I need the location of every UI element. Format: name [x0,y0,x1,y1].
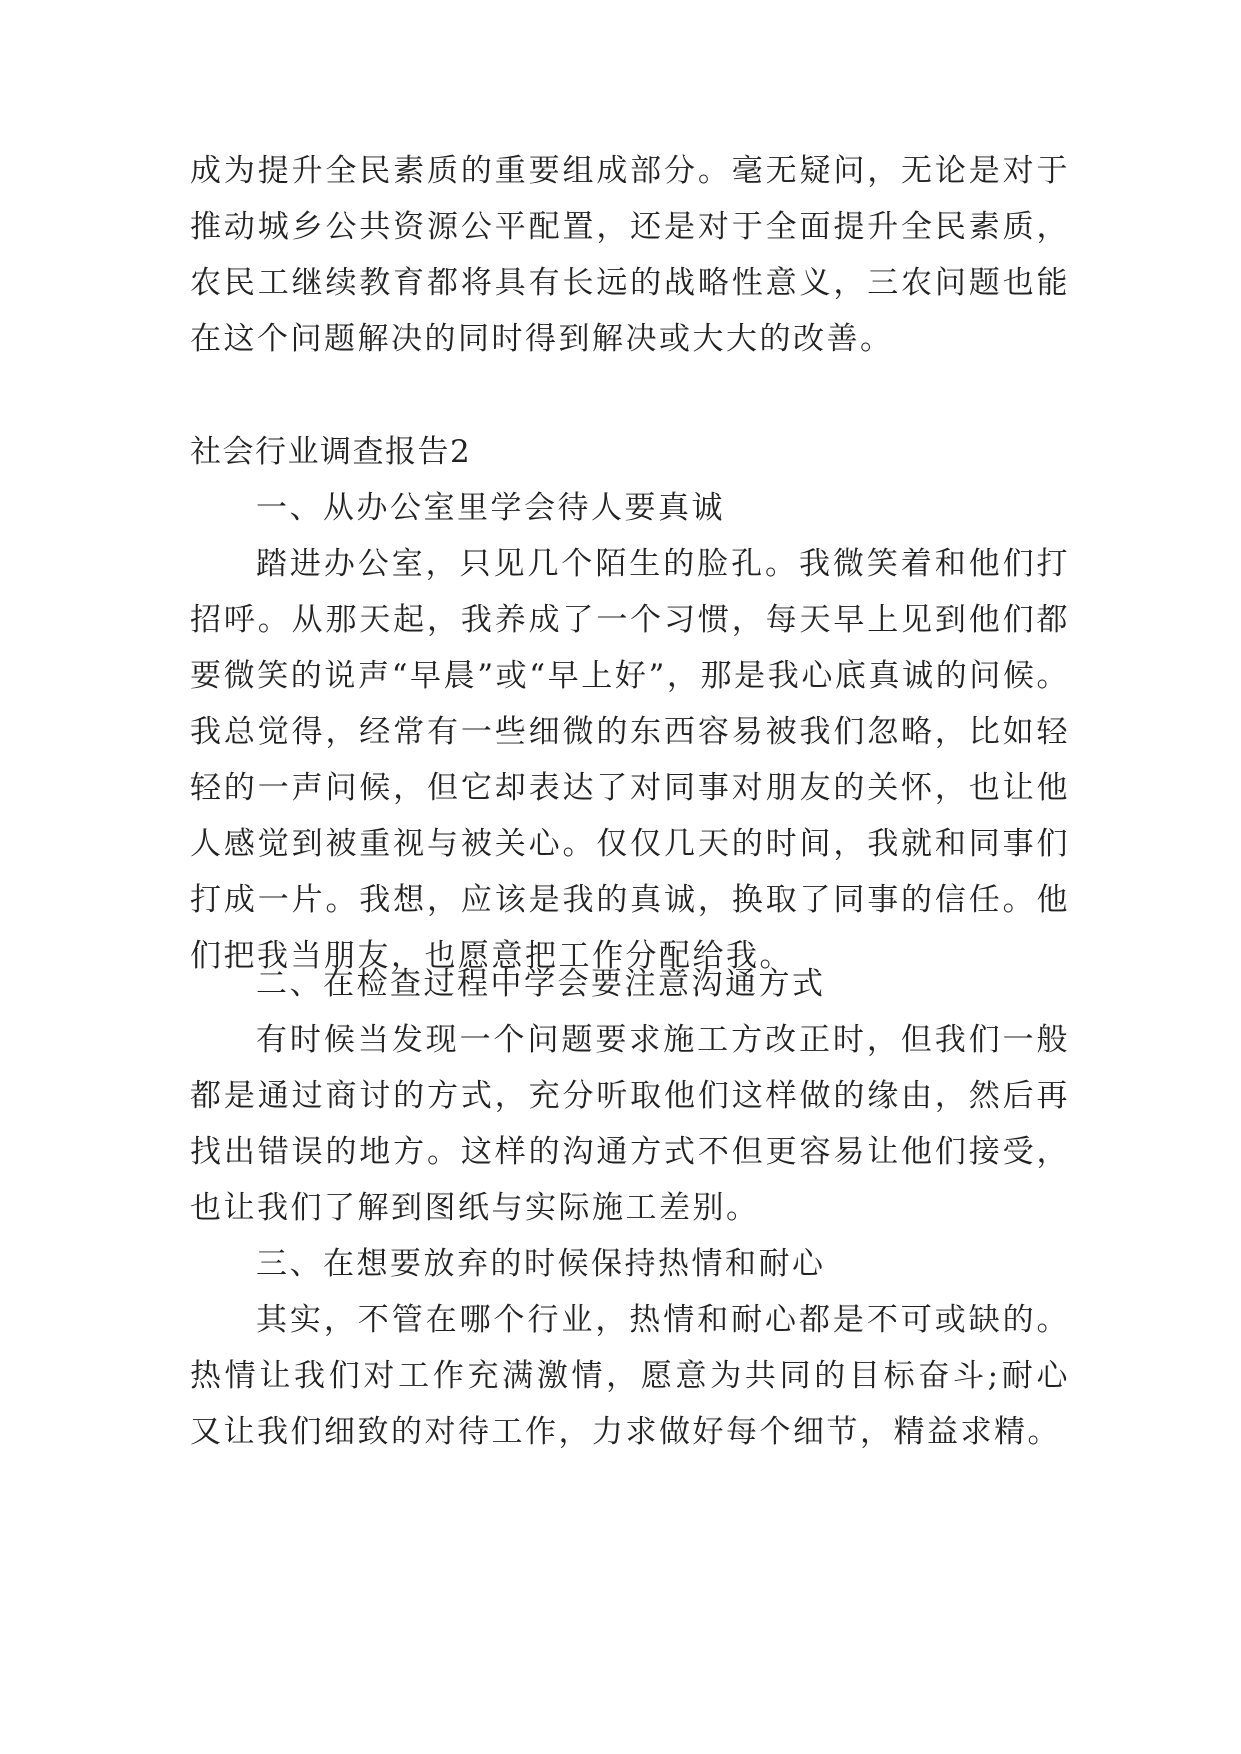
section-title: 社会行业调查报告2 [190,434,472,470]
section-1-body: 踏进办公室，只见几个陌生的脸孔。我微笑着和他们打招呼。从那天起，我养成了一个习惯，每天早上见到他们都要微笑的说声“早晨”或“早上好”，那是我心底真诚的问候。我总觉得，经常有一些细微的东西容易被我们忽略，比如轻轻的一声问候，但它却表达了对同事对朋友的关怀，也让他人感觉到被重视与被关心。仅仅几天的时间，我就和同事们打成一片。我想，应该是我的真诚，换取了同事的信任。他们把我当朋友，也愿意把工作分配给我。 [190,546,1070,974]
section-1-heading: 一、从办公室里学会待人要真诚 [256,490,725,526]
section-3-heading: 三、在想要放弃的时候保持热情和耐心 [256,1246,826,1282]
section-2-heading: 二、在检查过程中学会要注意沟通方式 [256,966,826,1002]
section-3-body: 其实，不管在哪个行业，热情和耐心都是不可或缺的。热情让我们对工作充满激情，愿意为共同的目标奋斗;耐心又让我们细致的对待工作，力求做好每个细节，精益求精。 [190,1302,1070,1450]
section-2-body: 有时候当发现一个问题要求施工方改正时，但我们一般都是通过商讨的方式，充分听取他们这样做的缘由，然后再找出错误的地方。这样的沟通方式不但更容易让他们接受，也让我们了解到图纸与实际施工差别。 [190,1022,1070,1226]
continued-paragraph: 成为提升全民素质的重要组成部分。毫无疑问，无论是对于推动城乡公共资源公平配置，还是对于全面提升全民素质，农民工继续教育都将具有长远的战略性意义，三农问题也能在这个问题解决的同时得到解决或大大的改善。 [190,153,1070,357]
